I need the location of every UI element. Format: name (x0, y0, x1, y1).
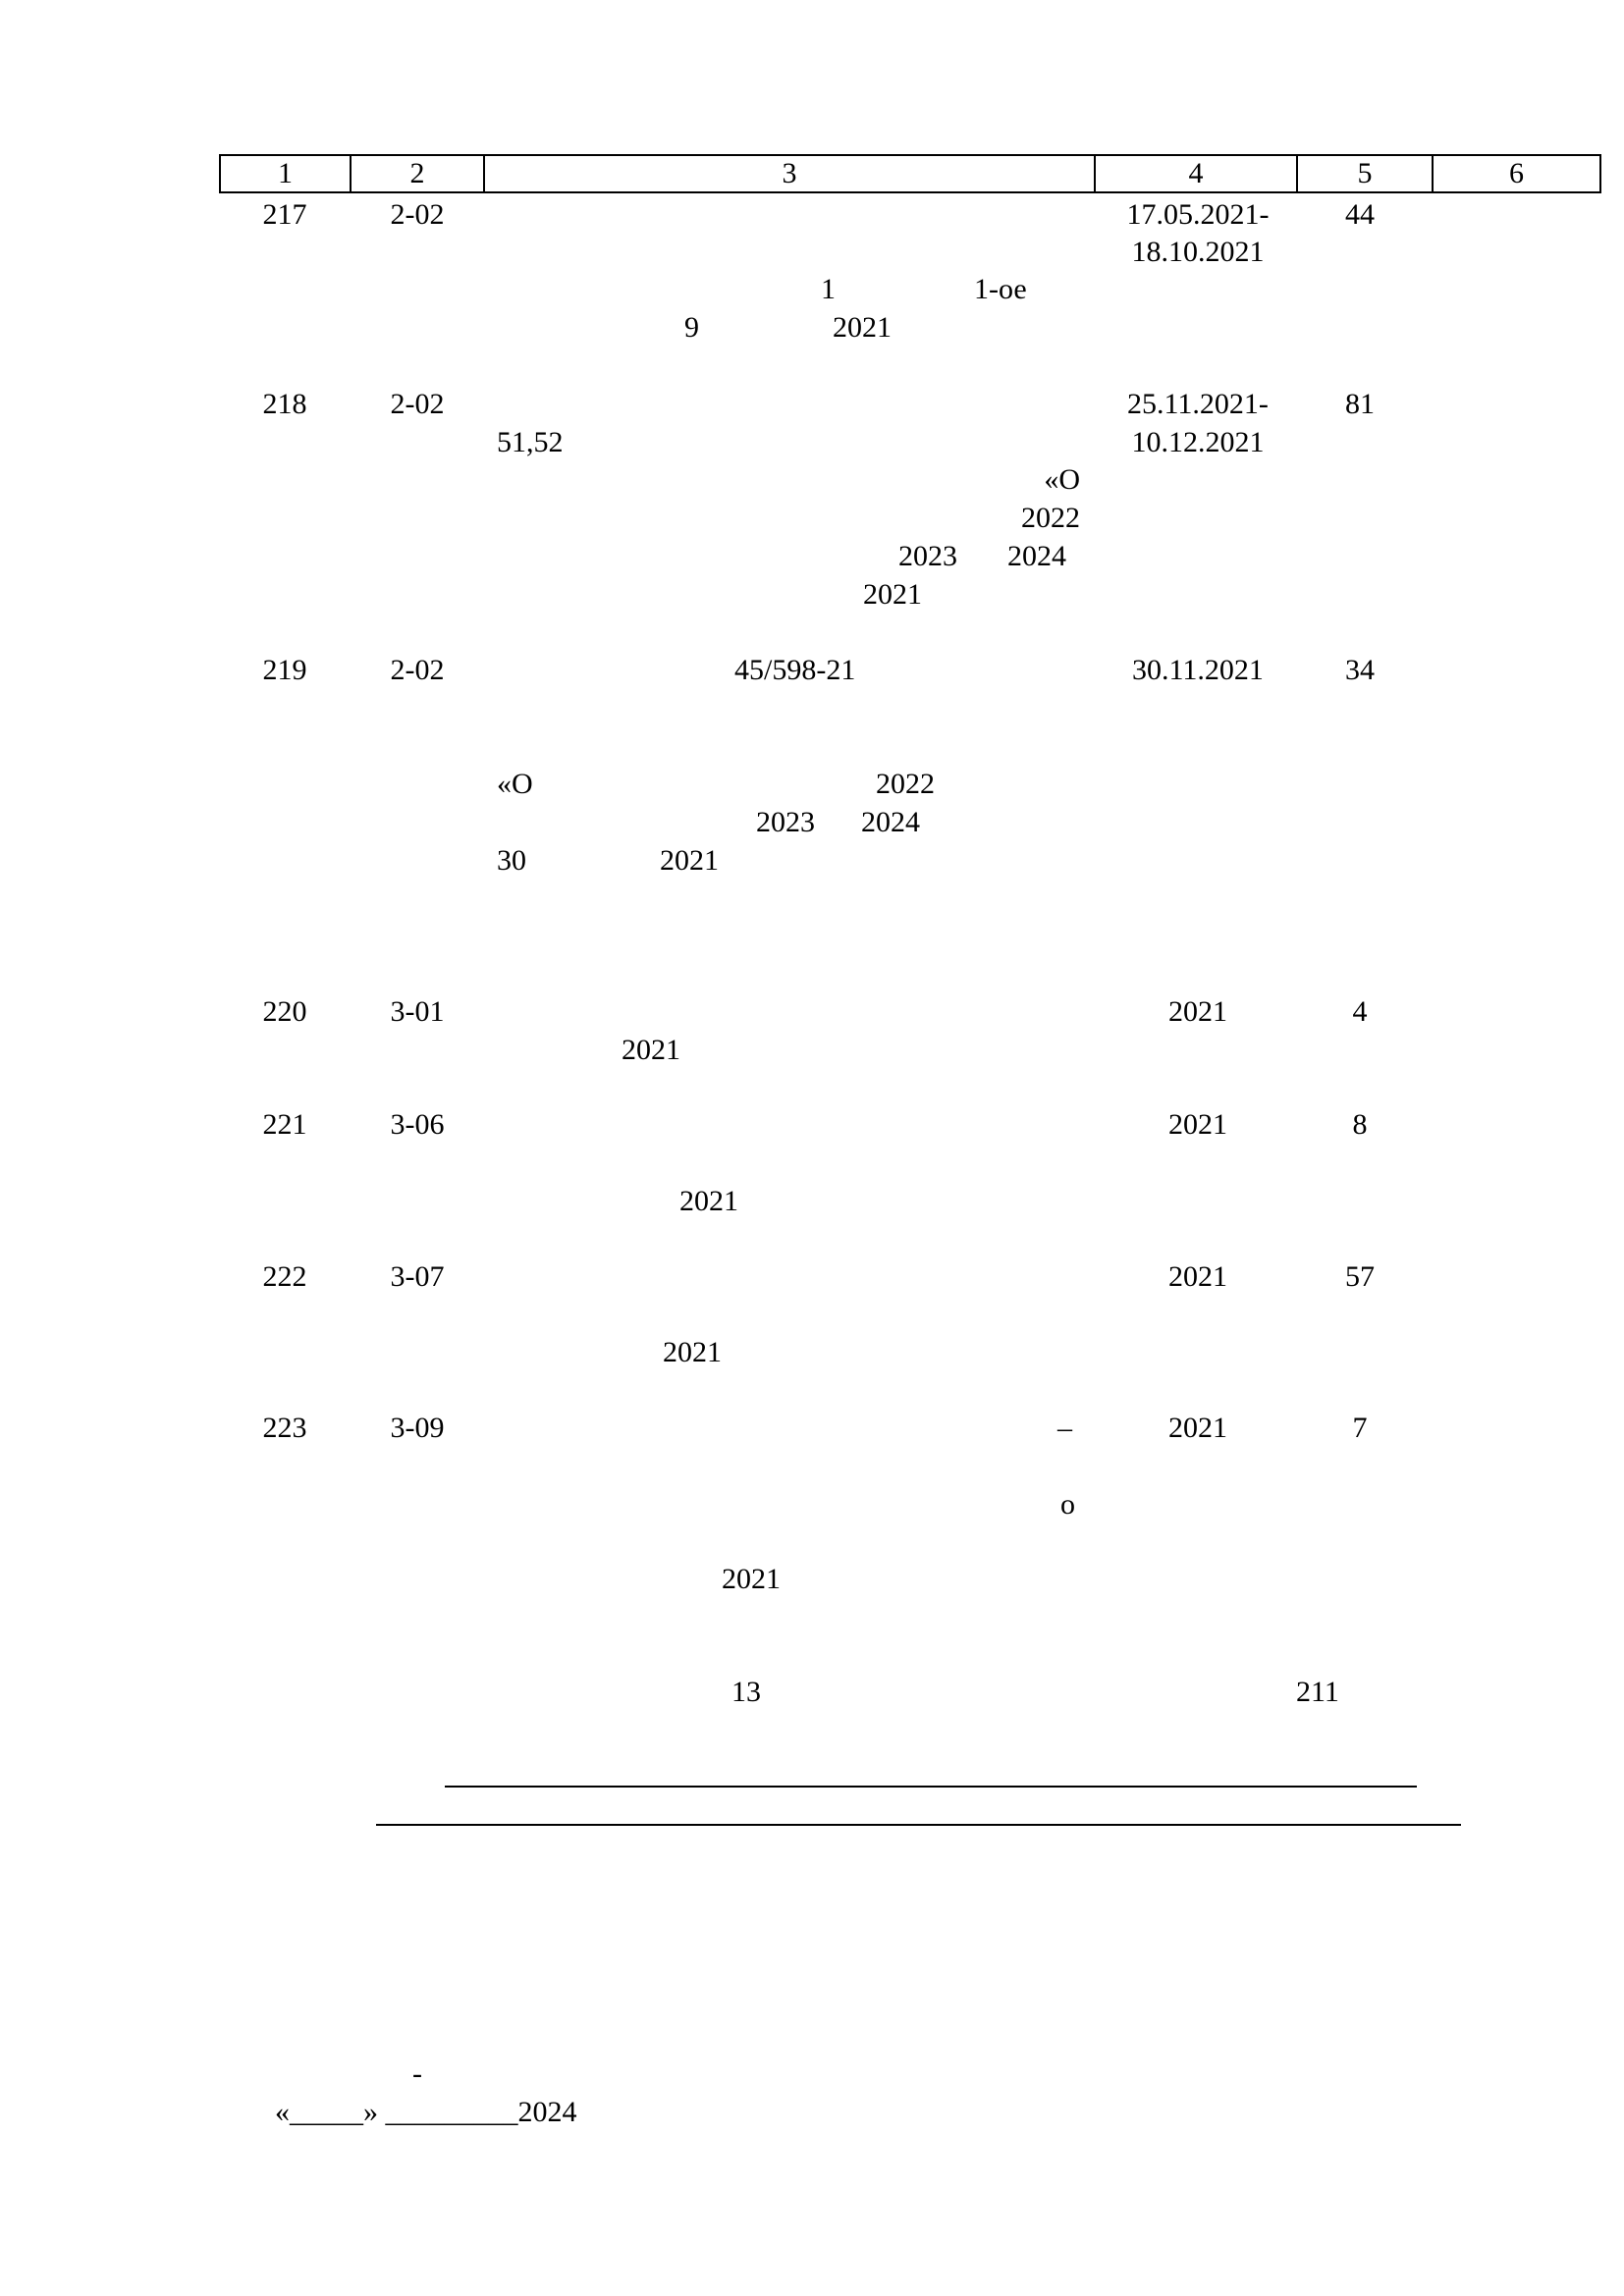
desc-fragment: 2022 (876, 768, 935, 800)
desc-fragment: 2021 (863, 578, 922, 611)
desc-fragment: 2022 (1021, 502, 1080, 534)
row-count: 4 (1352, 995, 1368, 1028)
desc-fragment: 2021 (660, 844, 719, 877)
desc-fragment: «О (1044, 463, 1080, 496)
desc-fragment: 2024 (1007, 540, 1066, 572)
desc-fragment: 2023 (756, 806, 815, 838)
row-count: 44 (1345, 198, 1375, 231)
table-header-row (219, 154, 1601, 193)
summary-from-number: 13 (731, 1676, 761, 1708)
desc-fragment: 2021 (833, 311, 892, 344)
row-date: 30.11.2021 (1132, 654, 1264, 686)
row-code: 3-07 (390, 1260, 445, 1293)
row-code: 2-02 (390, 388, 445, 420)
row-date: 17.05.2021- (1126, 198, 1270, 231)
header-col-1: 1 (278, 157, 293, 189)
signature-dash: - (412, 2057, 422, 2090)
row-count: 81 (1345, 388, 1375, 420)
desc-fragment: 2023 (898, 540, 957, 572)
row-number: 218 (262, 388, 307, 420)
header-col-6: 6 (1509, 157, 1524, 189)
summary-to-number: 211 (1296, 1676, 1339, 1708)
desc-fragment: – (1057, 1412, 1072, 1444)
row-count: 57 (1345, 1260, 1375, 1293)
row-count: 7 (1352, 1412, 1368, 1444)
header-col-3: 3 (782, 157, 797, 189)
header-col-5: 5 (1357, 157, 1373, 189)
row-number: 219 (262, 654, 307, 686)
desc-fragment: 51,52 (497, 426, 564, 458)
row-date: 2021 (1168, 995, 1227, 1028)
desc-fragment: 1 (821, 273, 836, 305)
row-number: 221 (262, 1108, 307, 1141)
row-date: 2021 (1168, 1412, 1227, 1444)
row-code: 3-06 (390, 1108, 445, 1141)
desc-fragment: «О (497, 768, 533, 800)
row-count: 34 (1345, 654, 1375, 686)
desc-fragment: 2021 (663, 1336, 722, 1368)
row-number: 220 (262, 995, 307, 1028)
row-number: 222 (262, 1260, 307, 1293)
desc-fragment: о (1060, 1488, 1075, 1521)
row-date: 10.12.2021 (1131, 426, 1265, 458)
desc-fragment: 1-ое (974, 273, 1027, 305)
desc-fragment: 2021 (722, 1563, 781, 1595)
row-code: 2-02 (390, 198, 445, 231)
row-date: 18.10.2021 (1131, 236, 1265, 268)
row-number: 223 (262, 1412, 307, 1444)
blank-line (445, 1786, 1417, 1788)
row-count: 8 (1352, 1108, 1368, 1141)
signature-date-line: «_____» _________2024 (275, 2096, 577, 2128)
blank-line (376, 1824, 1461, 1826)
header-col-4: 4 (1188, 157, 1204, 189)
row-number: 217 (262, 198, 307, 231)
desc-fragment: 2021 (622, 1034, 680, 1066)
desc-fragment: 2024 (861, 806, 920, 838)
desc-fragment: 45/598-21 (734, 654, 856, 686)
desc-fragment: 9 (684, 311, 699, 344)
row-date: 2021 (1168, 1260, 1227, 1293)
desc-fragment: 2021 (679, 1185, 738, 1217)
header-col-2: 2 (409, 157, 425, 189)
row-code: 2-02 (390, 654, 445, 686)
desc-fragment: 30 (497, 844, 526, 877)
row-date: 25.11.2021- (1127, 388, 1269, 420)
row-date: 2021 (1168, 1108, 1227, 1141)
row-code: 3-01 (390, 995, 445, 1028)
row-code: 3-09 (390, 1412, 445, 1444)
